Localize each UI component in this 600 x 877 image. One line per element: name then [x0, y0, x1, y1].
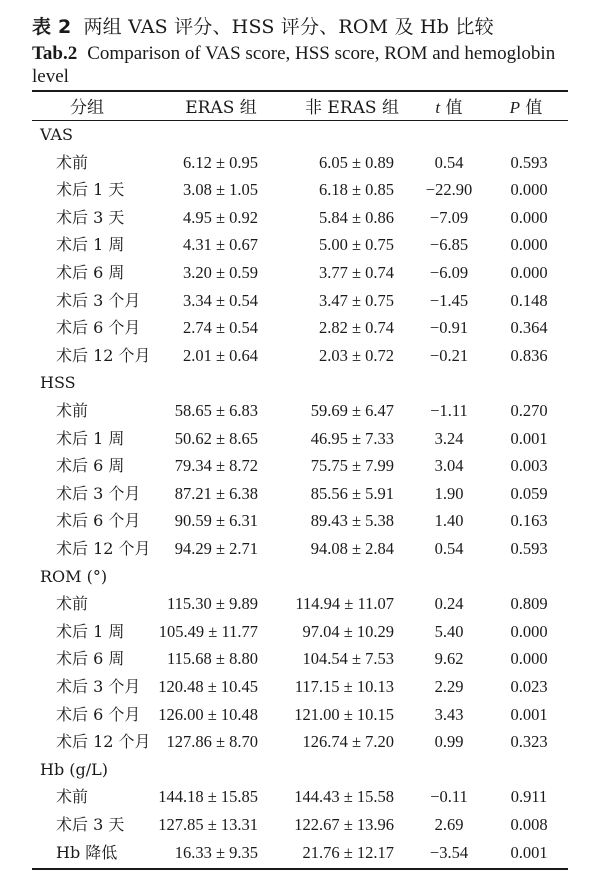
non-eras-value: 104.54 ± 7.53 [302, 649, 394, 669]
table-title-cn: 两组 VAS 评分、HSS 评分、ROM 及 Hb 比较 [83, 16, 494, 38]
table-row [32, 645, 568, 672]
non-eras-value: 46.95 ± 7.33 [310, 428, 394, 448]
section-label: HSS [40, 373, 76, 393]
non-eras-value: 75.75 ± 7.99 [310, 456, 394, 476]
p-value: 0.000 [510, 235, 548, 255]
p-value: 0.163 [510, 511, 548, 531]
table-row [32, 480, 568, 507]
row-label: 术后 1 天 [56, 180, 125, 200]
p-value: 0.001 [510, 428, 548, 448]
p-value: 0.836 [510, 345, 548, 365]
t-value: 3.43 [434, 704, 464, 724]
table-row [32, 176, 568, 203]
p-value: 0.593 [510, 152, 548, 172]
eras-value: 144.18 ± 15.85 [158, 787, 258, 807]
eras-value: 50.62 ± 8.65 [174, 428, 258, 448]
header-p-suffix: 值 [519, 98, 543, 118]
non-eras-value: 2.03 ± 0.72 [318, 345, 394, 365]
row-label: 术后 3 个月 [56, 677, 141, 696]
row-label: 术后 3 天 [56, 815, 125, 834]
eras-value: 4.95 ± 0.92 [182, 207, 258, 227]
non-eras-value: 97.04 ± 10.29 [302, 621, 394, 641]
table-row [32, 287, 568, 314]
section-row [32, 756, 568, 783]
eras-value: 127.85 ± 13.31 [158, 815, 258, 834]
table-row [32, 425, 568, 452]
table-row [32, 811, 568, 838]
non-eras-value: 144.43 ± 15.58 [294, 787, 394, 807]
p-value: 0.593 [510, 539, 548, 558]
t-value: 0.99 [434, 732, 464, 752]
eras-value: 16.33 ± 9.35 [174, 842, 258, 862]
table-row [32, 783, 568, 810]
row-label: 术后 12 个月 [56, 539, 151, 558]
table-row [32, 618, 568, 645]
header-group: 分组 [70, 98, 104, 118]
t-value: 3.04 [434, 456, 464, 476]
t-value: 2.69 [434, 815, 464, 834]
eras-value: 127.86 ± 8.70 [166, 732, 258, 752]
eras-value: 2.74 ± 0.54 [182, 318, 258, 338]
p-value: 0.001 [510, 842, 548, 862]
eras-value: 2.01 ± 0.64 [182, 345, 258, 365]
eras-value: 3.08 ± 1.05 [182, 180, 258, 200]
t-value: −0.91 [429, 318, 469, 338]
row-label: 术后 6 个月 [56, 704, 141, 724]
section-label: Hb (g/L) [40, 759, 109, 779]
header-p-symbol: P [509, 98, 520, 117]
table-row [32, 231, 568, 258]
eras-value: 115.30 ± 9.89 [167, 594, 258, 614]
header-eras: ERAS 组 [185, 98, 257, 118]
caption-cn [32, 12, 494, 39]
non-eras-value: 3.47 ± 0.75 [318, 290, 394, 310]
p-value: 0.000 [510, 621, 548, 641]
non-eras-value: 5.00 ± 0.75 [318, 235, 394, 255]
t-value: 0.54 [434, 539, 464, 558]
section-row [32, 121, 568, 148]
section-row [32, 563, 568, 590]
eras-value: 126.00 ± 10.48 [158, 704, 258, 724]
non-eras-value: 85.56 ± 5.91 [310, 483, 394, 503]
non-eras-value: 121.00 ± 10.15 [294, 704, 394, 724]
t-value: −22.90 [425, 180, 473, 200]
header-t-value [422, 93, 476, 118]
eras-value: 105.49 ± 11.77 [158, 621, 258, 641]
table-row [32, 397, 568, 424]
header-t-symbol: t [435, 98, 441, 117]
eras-value: 3.20 ± 0.59 [182, 263, 258, 282]
table-row [32, 673, 568, 700]
table-row [32, 590, 568, 617]
p-value: 0.270 [510, 401, 548, 420]
t-value: 3.24 [434, 428, 464, 448]
t-value: −0.11 [430, 787, 468, 807]
eras-value: 58.65 ± 6.83 [174, 401, 258, 420]
p-value: 0.000 [510, 263, 548, 282]
row-label: 术后 6 周 [56, 649, 125, 669]
non-eras-value: 2.82 ± 0.74 [318, 318, 394, 338]
table-row [32, 728, 568, 755]
table-title-en: Comparison of VAS score, HSS score, ROM and hemoglobin level [32, 43, 556, 87]
non-eras-value: 126.74 ± 7.20 [302, 732, 394, 752]
p-value: 0.008 [510, 815, 548, 834]
eras-value: 87.21 ± 6.38 [174, 483, 258, 503]
non-eras-value: 59.69 ± 6.47 [310, 401, 394, 420]
eras-value: 120.48 ± 10.45 [158, 677, 258, 696]
section-row [32, 369, 568, 396]
section-label: ROM (°) [40, 566, 108, 586]
t-value: 1.40 [434, 511, 464, 531]
bottom-rule [32, 868, 568, 870]
p-value: 0.911 [510, 787, 548, 807]
t-value: 1.90 [434, 483, 464, 503]
row-label: 术后 6 周 [56, 263, 125, 282]
eras-value: 79.34 ± 8.72 [174, 456, 258, 476]
table-row [32, 507, 568, 534]
eras-value: 3.34 ± 0.54 [182, 290, 258, 310]
row-label: 术后 6 个月 [56, 511, 141, 531]
eras-value: 90.59 ± 6.31 [174, 511, 258, 531]
table-row [32, 204, 568, 231]
t-value: 2.29 [434, 677, 464, 696]
p-value: 0.003 [510, 456, 548, 476]
table-row [32, 149, 568, 176]
t-value: −1.45 [429, 290, 469, 310]
p-value: 0.000 [510, 180, 548, 200]
table-label-cn: 表 2 [32, 16, 72, 38]
t-value: −1.11 [430, 401, 468, 420]
table-row [32, 535, 568, 562]
p-value: 0.001 [510, 704, 548, 724]
p-value: 0.023 [510, 677, 548, 696]
p-value: 0.000 [510, 649, 548, 669]
t-value: 0.24 [434, 594, 464, 614]
t-value: 9.62 [434, 649, 464, 669]
non-eras-value: 94.08 ± 2.84 [310, 539, 394, 558]
eras-value: 94.29 ± 2.71 [174, 539, 258, 558]
t-value: −0.21 [429, 345, 469, 365]
p-value: 0.059 [510, 483, 548, 503]
non-eras-value: 117.15 ± 10.13 [294, 677, 394, 696]
caption-en [32, 42, 580, 88]
non-eras-value: 89.43 ± 5.38 [310, 511, 394, 531]
t-value: 5.40 [434, 621, 464, 641]
row-label: Hb 降低 [56, 842, 118, 862]
non-eras-value: 5.84 ± 0.86 [318, 207, 394, 227]
header-non-eras: 非 ERAS 组 [305, 98, 399, 118]
p-value: 0.364 [510, 318, 548, 338]
non-eras-value: 3.77 ± 0.74 [318, 263, 394, 282]
p-value: 0.809 [510, 594, 548, 614]
row-label: 术后 1 周 [56, 428, 125, 448]
t-value: 0.54 [434, 152, 464, 172]
eras-value: 4.31 ± 0.67 [182, 235, 258, 255]
top-rule [32, 90, 568, 92]
row-label: 术后 12 个月 [56, 732, 151, 752]
t-value: −3.54 [429, 842, 469, 862]
table-row [32, 452, 568, 479]
eras-value: 6.12 ± 0.95 [182, 152, 258, 172]
p-value: 0.000 [510, 207, 548, 227]
row-label: 术前 [56, 401, 89, 420]
t-value: −7.09 [429, 207, 469, 227]
eras-value: 115.68 ± 8.80 [167, 649, 258, 669]
table-row [32, 839, 568, 866]
row-label: 术后 6 个月 [56, 318, 141, 338]
table-row [32, 314, 568, 341]
section-label: VAS [40, 125, 73, 144]
row-label: 术后 12 个月 [56, 345, 151, 365]
table-label-en: Tab.2 [32, 43, 78, 64]
header-p-value [496, 93, 556, 118]
row-label: 术后 1 周 [56, 235, 125, 255]
p-value: 0.323 [510, 732, 548, 752]
table-row [32, 259, 568, 286]
non-eras-value: 21.76 ± 12.17 [302, 842, 394, 862]
row-label: 术前 [56, 594, 89, 614]
p-value: 0.148 [510, 290, 548, 310]
row-label: 术后 3 天 [56, 207, 125, 227]
row-label: 术前 [56, 152, 89, 172]
row-label: 术后 3 个月 [56, 483, 141, 503]
header-t-suffix: 值 [440, 98, 463, 118]
non-eras-value: 122.67 ± 13.96 [294, 815, 394, 834]
t-value: −6.09 [429, 263, 469, 282]
table-row [32, 342, 568, 369]
row-label: 术后 1 周 [56, 621, 125, 641]
non-eras-value: 114.94 ± 11.07 [295, 594, 394, 614]
row-label: 术后 6 周 [56, 456, 125, 476]
row-label: 术前 [56, 787, 89, 807]
non-eras-value: 6.18 ± 0.85 [318, 180, 394, 200]
row-label: 术后 3 个月 [56, 290, 141, 310]
table-row [32, 701, 568, 728]
t-value: −6.85 [429, 235, 469, 255]
non-eras-value: 6.05 ± 0.89 [318, 152, 394, 172]
